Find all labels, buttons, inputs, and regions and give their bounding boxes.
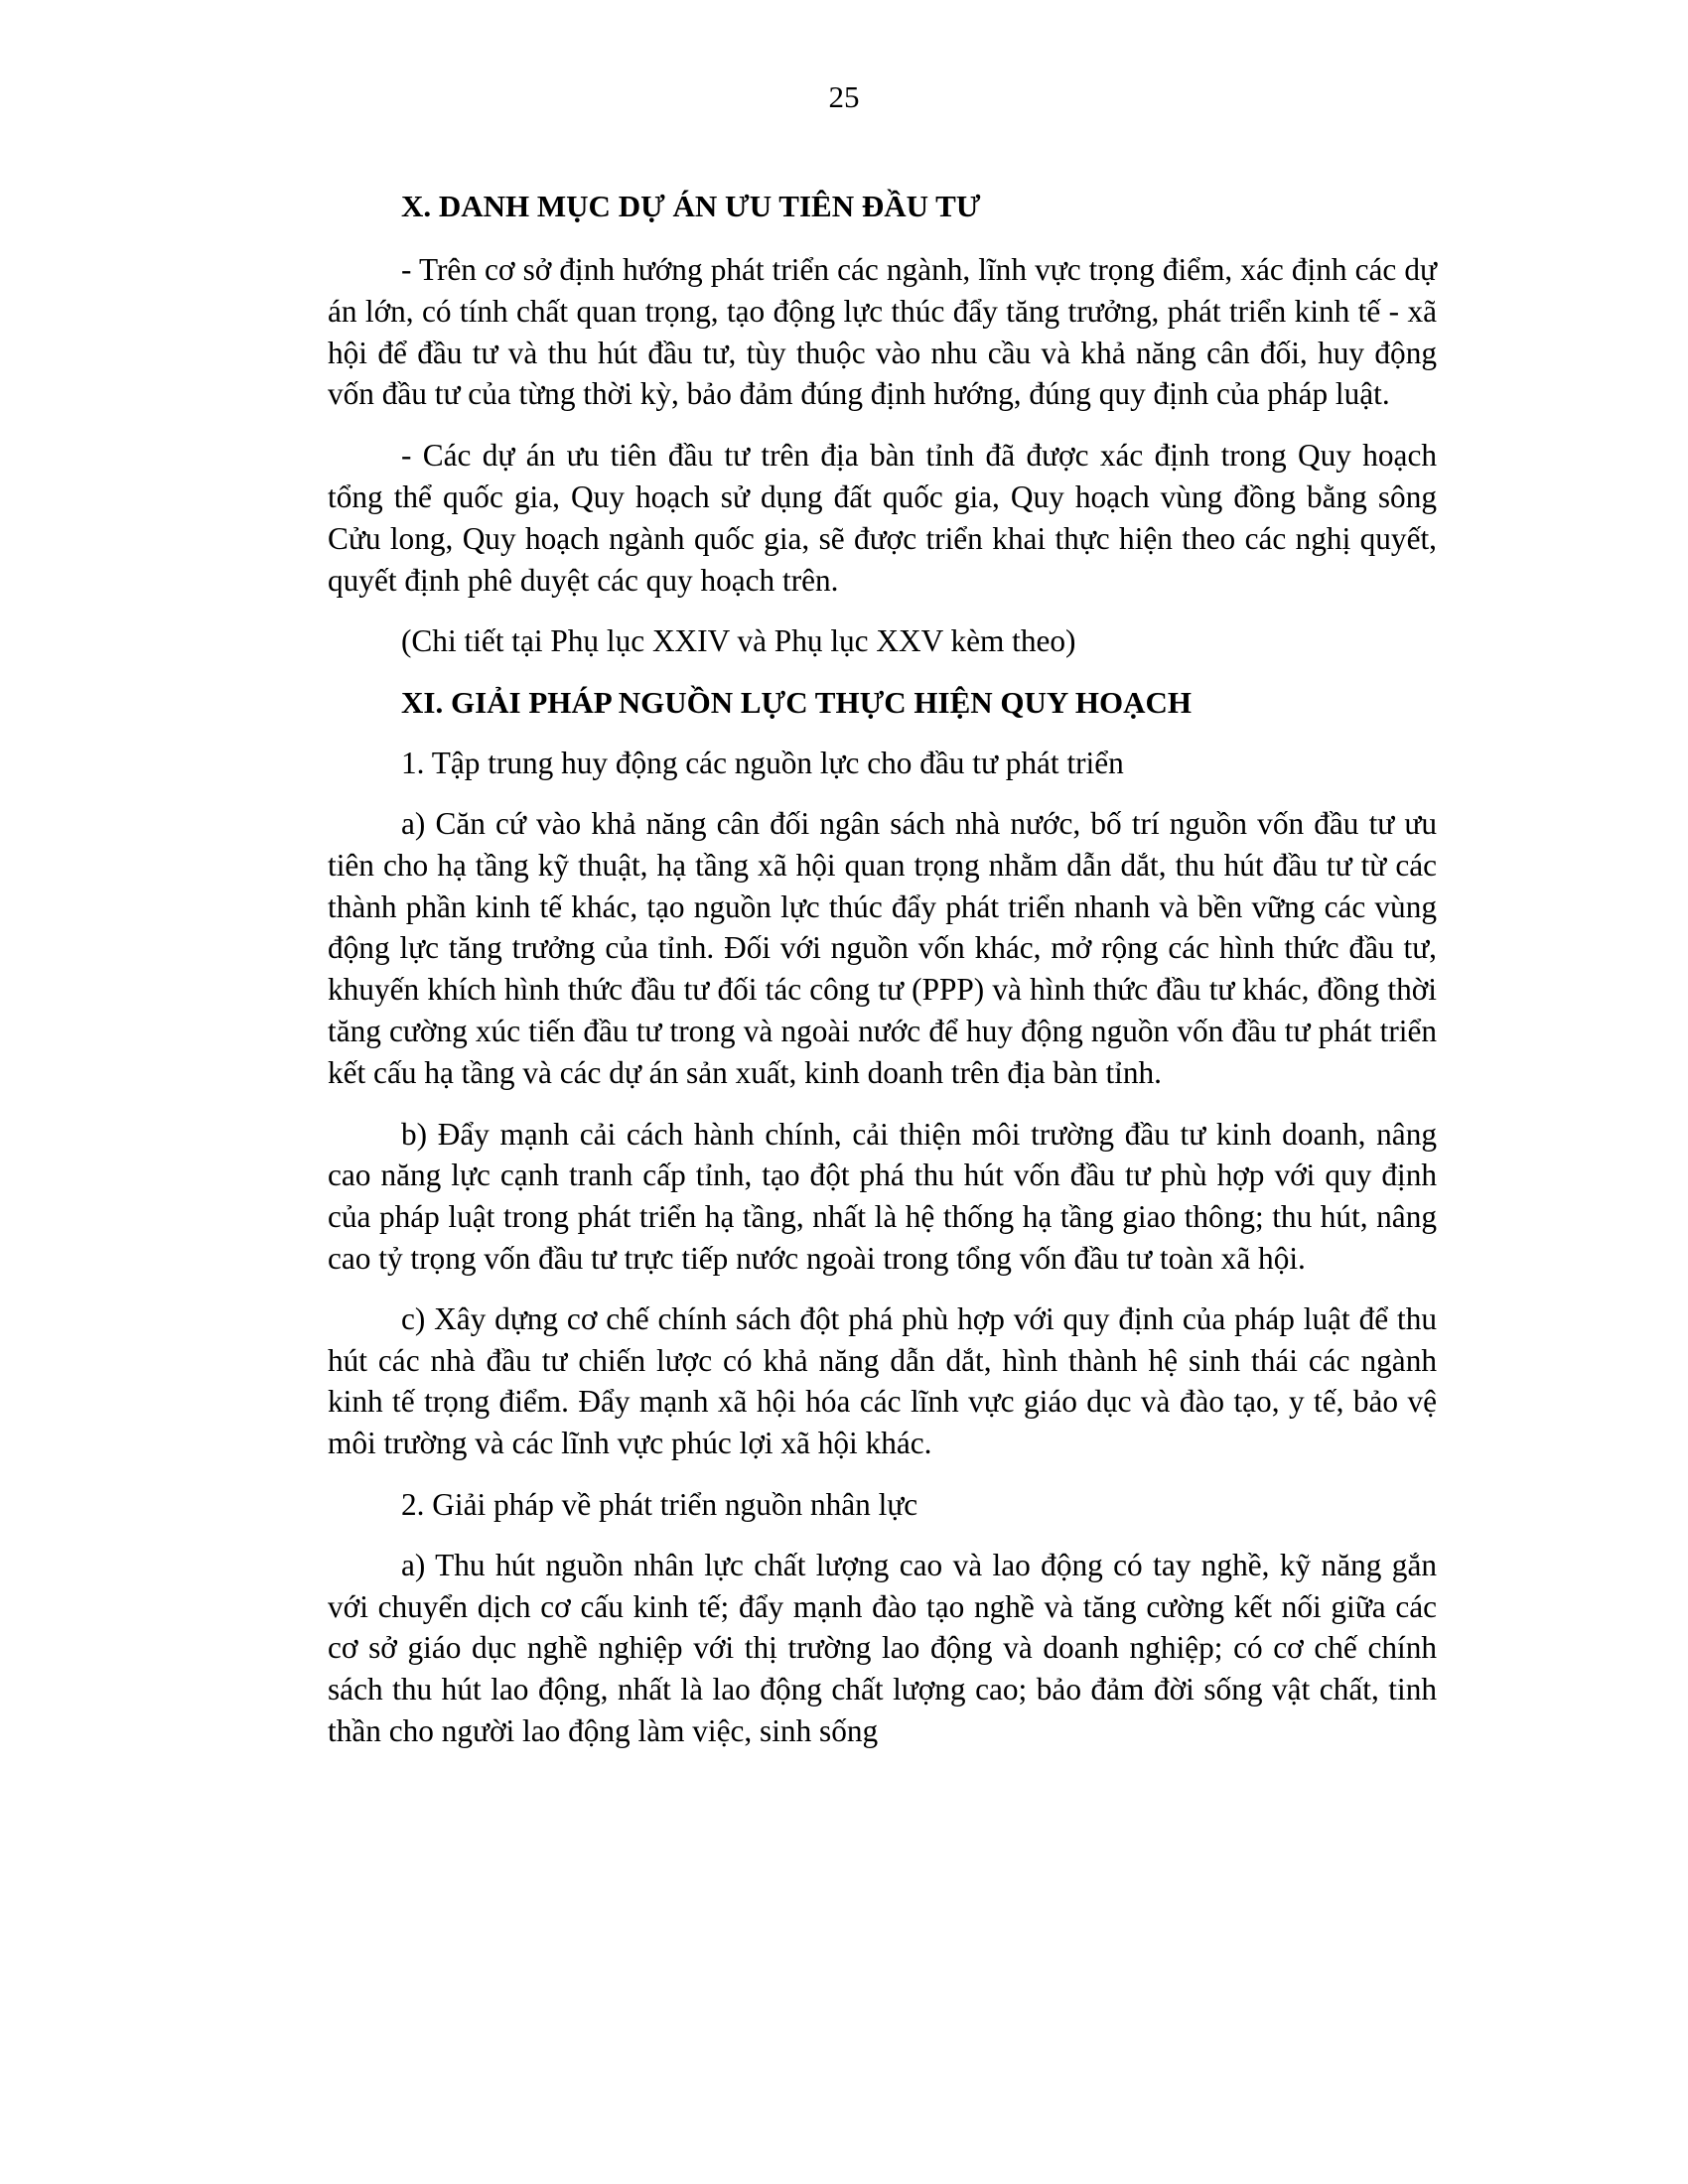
subsection-title: 1. Tập trung huy động các nguồn lực cho đầu tư phát triển [401, 746, 1124, 781]
paragraph: (Chi tiết tại Phụ lục XXIV và Phụ lục XXV kèm theo) [401, 623, 1076, 659]
paragraph: - Các dự án ưu tiên đầu tư trên địa bàn tỉnh đã được xác định trong Quy hoạch tổng thể quốc gia, Quy hoạch sử dụng đất quốc gia, Quy hoạch vùng đồng bằng sông Cửu long, Quy hoạch ngành quốc gia, sẽ được triển khai thực hiện theo các nghị quyết, quyết định phê duyệt các quy hoạch trên. [328, 438, 1437, 598]
paragraph: a) Căn cứ vào khả năng cân đối ngân sách nhà nước, bố trí nguồn vốn đầu tư ưu tiên cho hạ tầng kỹ thuật, hạ tầng xã hội quan trọng nhằm dẫn dắt, thu hút đầu tư từ các thành phần kinh tế khác, tạo nguồn lực thúc đẩy phát triển nhanh và bền vững các vùng động lực tăng trưởng của tỉnh. Đối với nguồn vốn khác, mở rộng các hình thức đầu tư, khuyến khích hình thức đầu tư đối tác công tư (PPP) và hình thức đầu tư khác, đồng thời tăng cường xúc tiến đầu tư trong và ngoài nước để huy động nguồn vốn đầu tư phát triển kết cấu hạ tầng và các dự án sản xuất, kinh doanh trên địa bàn tỉnh. [328, 805, 1437, 1090]
page-number: 25 [828, 79, 860, 114]
paragraph: - Trên cơ sở định hướng phát triển các ngành, lĩnh vực trọng điểm, xác định các dự án lớn, có tính chất quan trọng, tạo động lực thúc đẩy tăng trưởng, phát triển kinh tế - xã hội để đầu tư và thu hút đầu tư, tùy thuộc vào nhu cầu và khả năng cân đối, huy động vốn đầu tư của từng thời kỳ, bảo đảm đúng định hướng, đúng quy định của pháp luật. [328, 252, 1437, 412]
section-x-heading: X. DANH MỤC DỰ ÁN ƯU TIÊN ĐẦU TƯ [401, 189, 981, 223]
paragraph: a) Thu hút nguồn nhân lực chất lượng cao và lao động có tay nghề, kỹ năng gắn với chuyển dịch cơ cấu kinh tế; đẩy mạnh đào tạo nghề và tăng cường kết nối giữa các cơ sở giáo dục nghề nghiệp với thị trường lao động và doanh nghiệp; có cơ chế chính sách thu hút lao động, nhất là lao động chất lượng cao; bảo đảm đời sống vật chất, tinh thần cho người lao động làm việc, sinh sống [328, 1547, 1437, 1748]
subsection-title: 2. Giải pháp về phát triển nguồn nhân lực [401, 1486, 918, 1522]
page-content [328, 185, 1437, 1752]
section-xi-heading: XI. GIẢI PHÁP NGUỒN LỰC THỰC HIỆN QUY HOẠCH [401, 685, 1192, 721]
paragraph: b) Đẩy mạnh cải cách hành chính, cải thiện môi trường đầu tư kinh doanh, nâng cao năng lực cạnh tranh cấp tỉnh, tạo đột phá thu hút vốn đầu tư phù hợp với quy định của pháp luật trong phát triển hạ tầng, nhất là hệ thống hạ tầng giao thông; thu hút, nâng cao tỷ trọng vốn đầu tư trực tiếp nước ngoài trong tổng vốn đầu tư toàn xã hội. [328, 1116, 1437, 1276]
paragraph: c) Xây dựng cơ chế chính sách đột phá phù hợp với quy định của pháp luật để thu hút các nhà đầu tư chiến lược có khả năng dẫn dắt, hình thành hệ sinh thái các ngành kinh tế trọng điểm. Đẩy mạnh xã hội hóa các lĩnh vực giáo dục và đào tạo, y tế, bảo vệ môi trường và các lĩnh vực phúc lợi xã hội khác. [328, 1300, 1437, 1461]
